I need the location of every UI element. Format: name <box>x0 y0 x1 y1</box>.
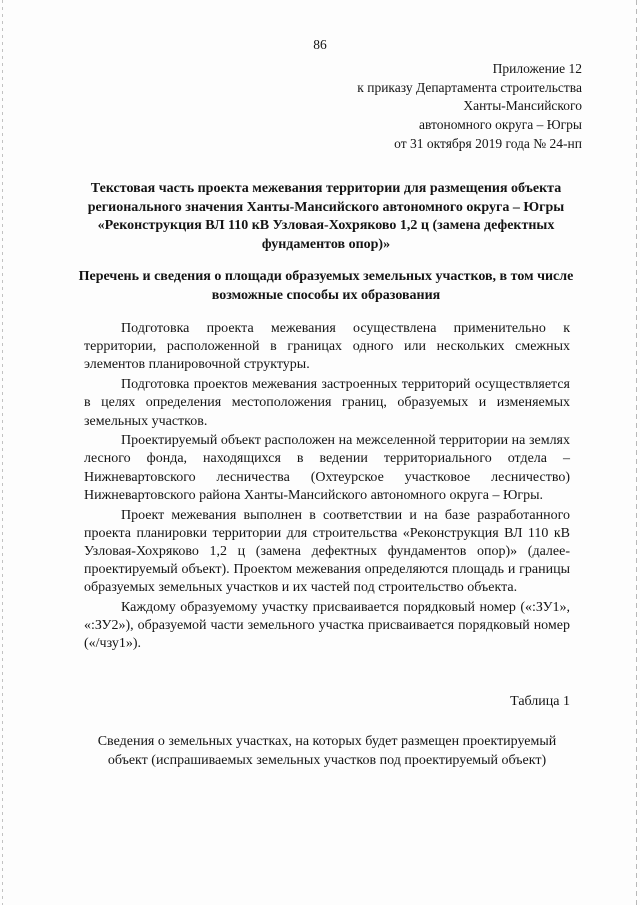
appendix-block <box>282 60 582 154</box>
section-heading: Перечень и сведения о площади образуемых земельных участков, в том числе возможные способы их образования <box>78 269 574 303</box>
paragraph: Подготовка проектов межевания застроенных территорий осуществляется в целях определения местоположения границ, образуемых и изменяемых земельных участков. <box>84 377 570 429</box>
paragraph: Проектируемый объект расположен на межселенной территории на землях лесного фонда, находящихся в ведении территориального отдела – Нижневартовского лесничества (Охтеурское участковое лесничество) Нижневартовского района Ханты-Мансийского автономного округа – Югры. <box>84 433 570 503</box>
table-label: Таблица 1 <box>510 694 570 709</box>
scan-edge-right <box>636 0 637 905</box>
page-number: 86 <box>313 37 327 52</box>
appendix-line: Приложение 12 <box>492 61 582 76</box>
document-title: Текстовая часть проекта межевания территории для размещения объекта регионального значения Ханты-Мансийского автономного округа – Югры «Реконструкция ВЛ 110 кВ Узловая-Хохряково 1,2 ц (замена дефектных фундаментов опор)» <box>87 181 565 252</box>
table-caption: Сведения о земельных участках, на которых будет размещен проектируемый объект (испрашиваемых земельных участков под проектируемый объект) <box>97 734 557 768</box>
paragraph: Проект межевания выполнен в соответствии и на базе разработанного проекта планировки территории для строительства «Реконструкция ВЛ 110 кВ Узловая-Хохряково 1,2 ц (замена дефектных фундаментов опор)» (далее- проектируемый объект). Проектом межевания определяются площадь и границы образуемых земельных участков и их частей под строительство объекта. <box>84 507 570 596</box>
paragraph: Каждому образуемому участку присваивается порядковый номер («:ЗУ1», «:ЗУ2»), образуемой части земельного участка присваивается порядковый номер («/чзу1»). <box>84 600 570 652</box>
appendix-line: Ханты-Мансийского <box>463 98 582 114</box>
appendix-line: автономного округа – Югры <box>419 117 582 133</box>
body-text <box>84 320 570 655</box>
paragraph: Подготовка проекта межевания осуществлена применительно к территории, расположенной в границах одного или нескольких смежных элементов планировочной структуры. <box>84 321 570 373</box>
appendix-line: к приказу Департамента строительства <box>357 79 582 95</box>
appendix-line: от 31 октября 2019 года № 24-нп <box>394 135 582 151</box>
scan-edge-left <box>2 0 3 905</box>
